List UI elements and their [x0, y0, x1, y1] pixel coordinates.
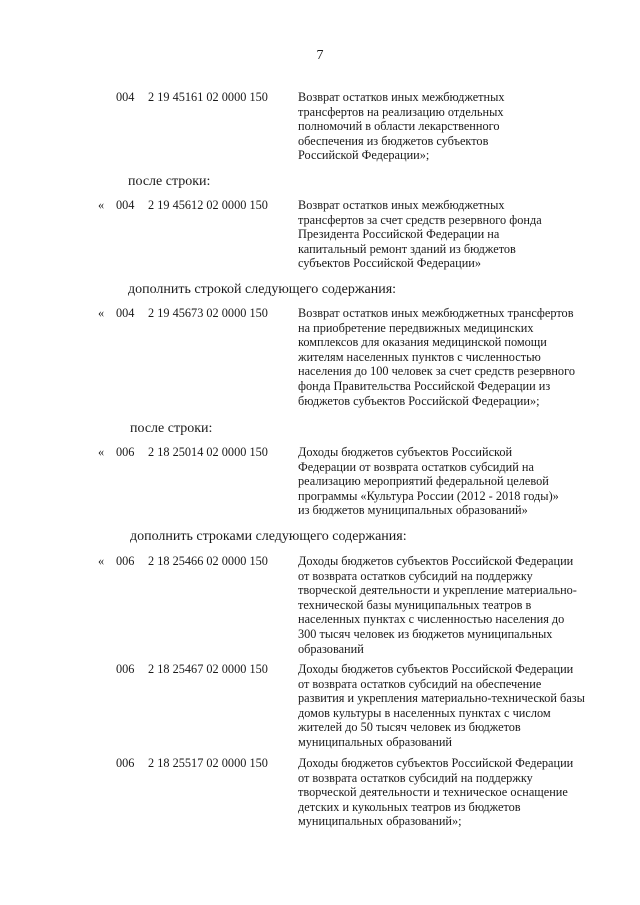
description-line: детских и кукольных театров из бюджетов [298, 799, 521, 814]
entry-description [298, 662, 603, 750]
description-line: от возврата остатков субсидий на поддержку [298, 568, 533, 583]
instruction-phrase: дополнить строками следующего содержания: [130, 529, 407, 544]
description-line: от возврата остатков субсидий на обеспечение [298, 676, 542, 691]
admin-code: 006 [116, 756, 135, 770]
instruction-phrase: после строки: [130, 421, 213, 436]
entry-description [298, 756, 603, 829]
admin-code: 006 [116, 554, 135, 568]
description-line: творческой деятельности и техническое оснащение [298, 785, 568, 800]
instruction-phrase: после строки: [128, 174, 211, 189]
description-line: 300 тысяч человек из бюджетов муниципальных [298, 626, 553, 641]
description-line: обеспечения из бюджетов субъектов [298, 133, 489, 148]
description-line: капитальный ремонт зданий из бюджетов [298, 241, 516, 256]
description-line: программы «Культура России (2012 - 2018 годы)» [298, 488, 559, 503]
admin-code: 006 [116, 662, 135, 676]
description-line: из бюджетов муниципальных образований» [298, 503, 528, 518]
description-line: образований [298, 641, 364, 656]
admin-code: 006 [116, 445, 135, 459]
description-line: населения до 100 человек за счет средств резервного [298, 364, 575, 379]
description-line: трансфертов на реализацию отдельных [298, 104, 504, 119]
entry-description [298, 554, 603, 656]
instruction-phrase: дополнить строкой следующего содержания: [128, 282, 397, 297]
budget-classification-code: 2 19 45161 02 0000 150 [148, 90, 268, 104]
description-line: Доходы бюджетов субъектов Российской Федерации [298, 756, 574, 770]
description-line: бюджетов субъектов Российской Федерации»; [298, 393, 540, 408]
description-line: жителей до 50 тысяч человек из бюджетов [298, 720, 521, 735]
admin-code: 004 [116, 90, 135, 104]
budget-classification-code: 2 18 25517 02 0000 150 [148, 756, 268, 770]
description-line: Возврат остатков иных межбюджетных трансфертов [298, 306, 574, 320]
description-line: жителям населенных пунктов с численностью [298, 349, 541, 364]
description-line: технической базы муниципальных театров в [298, 597, 532, 612]
entry-description [298, 198, 603, 271]
description-line: Президента Российской Федерации на [298, 227, 500, 242]
description-line: полномочий в области лекарственного [298, 119, 500, 134]
description-line: трансфертов за счет средств резервного фонда [298, 212, 542, 227]
description-line: домов культуры в населенных пунктах с числом [298, 705, 551, 720]
entry-description [298, 90, 603, 163]
opening-quote: « [98, 554, 105, 568]
description-line: Доходы бюджетов субъектов Российской Федерации [298, 554, 574, 568]
entry-description [298, 306, 603, 408]
description-line: Возврат остатков иных межбюджетных [298, 90, 505, 104]
budget-classification-code: 2 19 45673 02 0000 150 [148, 306, 268, 320]
description-line: муниципальных образований [298, 734, 452, 749]
budget-classification-code: 2 18 25466 02 0000 150 [148, 554, 268, 568]
budget-classification-code: 2 18 25014 02 0000 150 [148, 445, 268, 459]
opening-quote: « [98, 445, 105, 459]
description-line: населенных пунктах с численностью населения до [298, 612, 565, 627]
description-line: творческой деятельности и укрепление материально- [298, 583, 577, 598]
description-line: Федерации от возврата остатков субсидий на [298, 459, 534, 474]
description-line: Возврат остатков иных межбюджетных [298, 198, 505, 212]
description-line: на приобретение передвижных медицинских [298, 320, 534, 335]
description-line: развития и укрепления материально-технической базы [298, 691, 585, 706]
description-line: Доходы бюджетов субъектов Российской Федерации [298, 662, 574, 676]
description-line: муниципальных образований»; [298, 814, 462, 829]
budget-classification-code: 2 19 45612 02 0000 150 [148, 198, 268, 212]
opening-quote: « [98, 306, 105, 320]
description-line: Доходы бюджетов субъектов Российской [298, 445, 513, 459]
description-line: реализацию мероприятий федеральной целевой [298, 474, 549, 489]
admin-code: 004 [116, 198, 135, 212]
entry-description [298, 445, 603, 518]
description-line: Российской Федерации»; [298, 148, 430, 163]
admin-code: 004 [116, 306, 135, 320]
budget-classification-code: 2 18 25467 02 0000 150 [148, 662, 268, 676]
description-line: комплексов для оказания медицинской помощи [298, 335, 547, 350]
page-number: 7 [316, 48, 324, 63]
description-line: от возврата остатков субсидий на поддержку [298, 770, 533, 785]
opening-quote: « [98, 198, 105, 212]
description-line: фонда Правительства Российской Федерации из [298, 378, 551, 393]
description-line: субъектов Российской Федерации» [298, 256, 481, 271]
